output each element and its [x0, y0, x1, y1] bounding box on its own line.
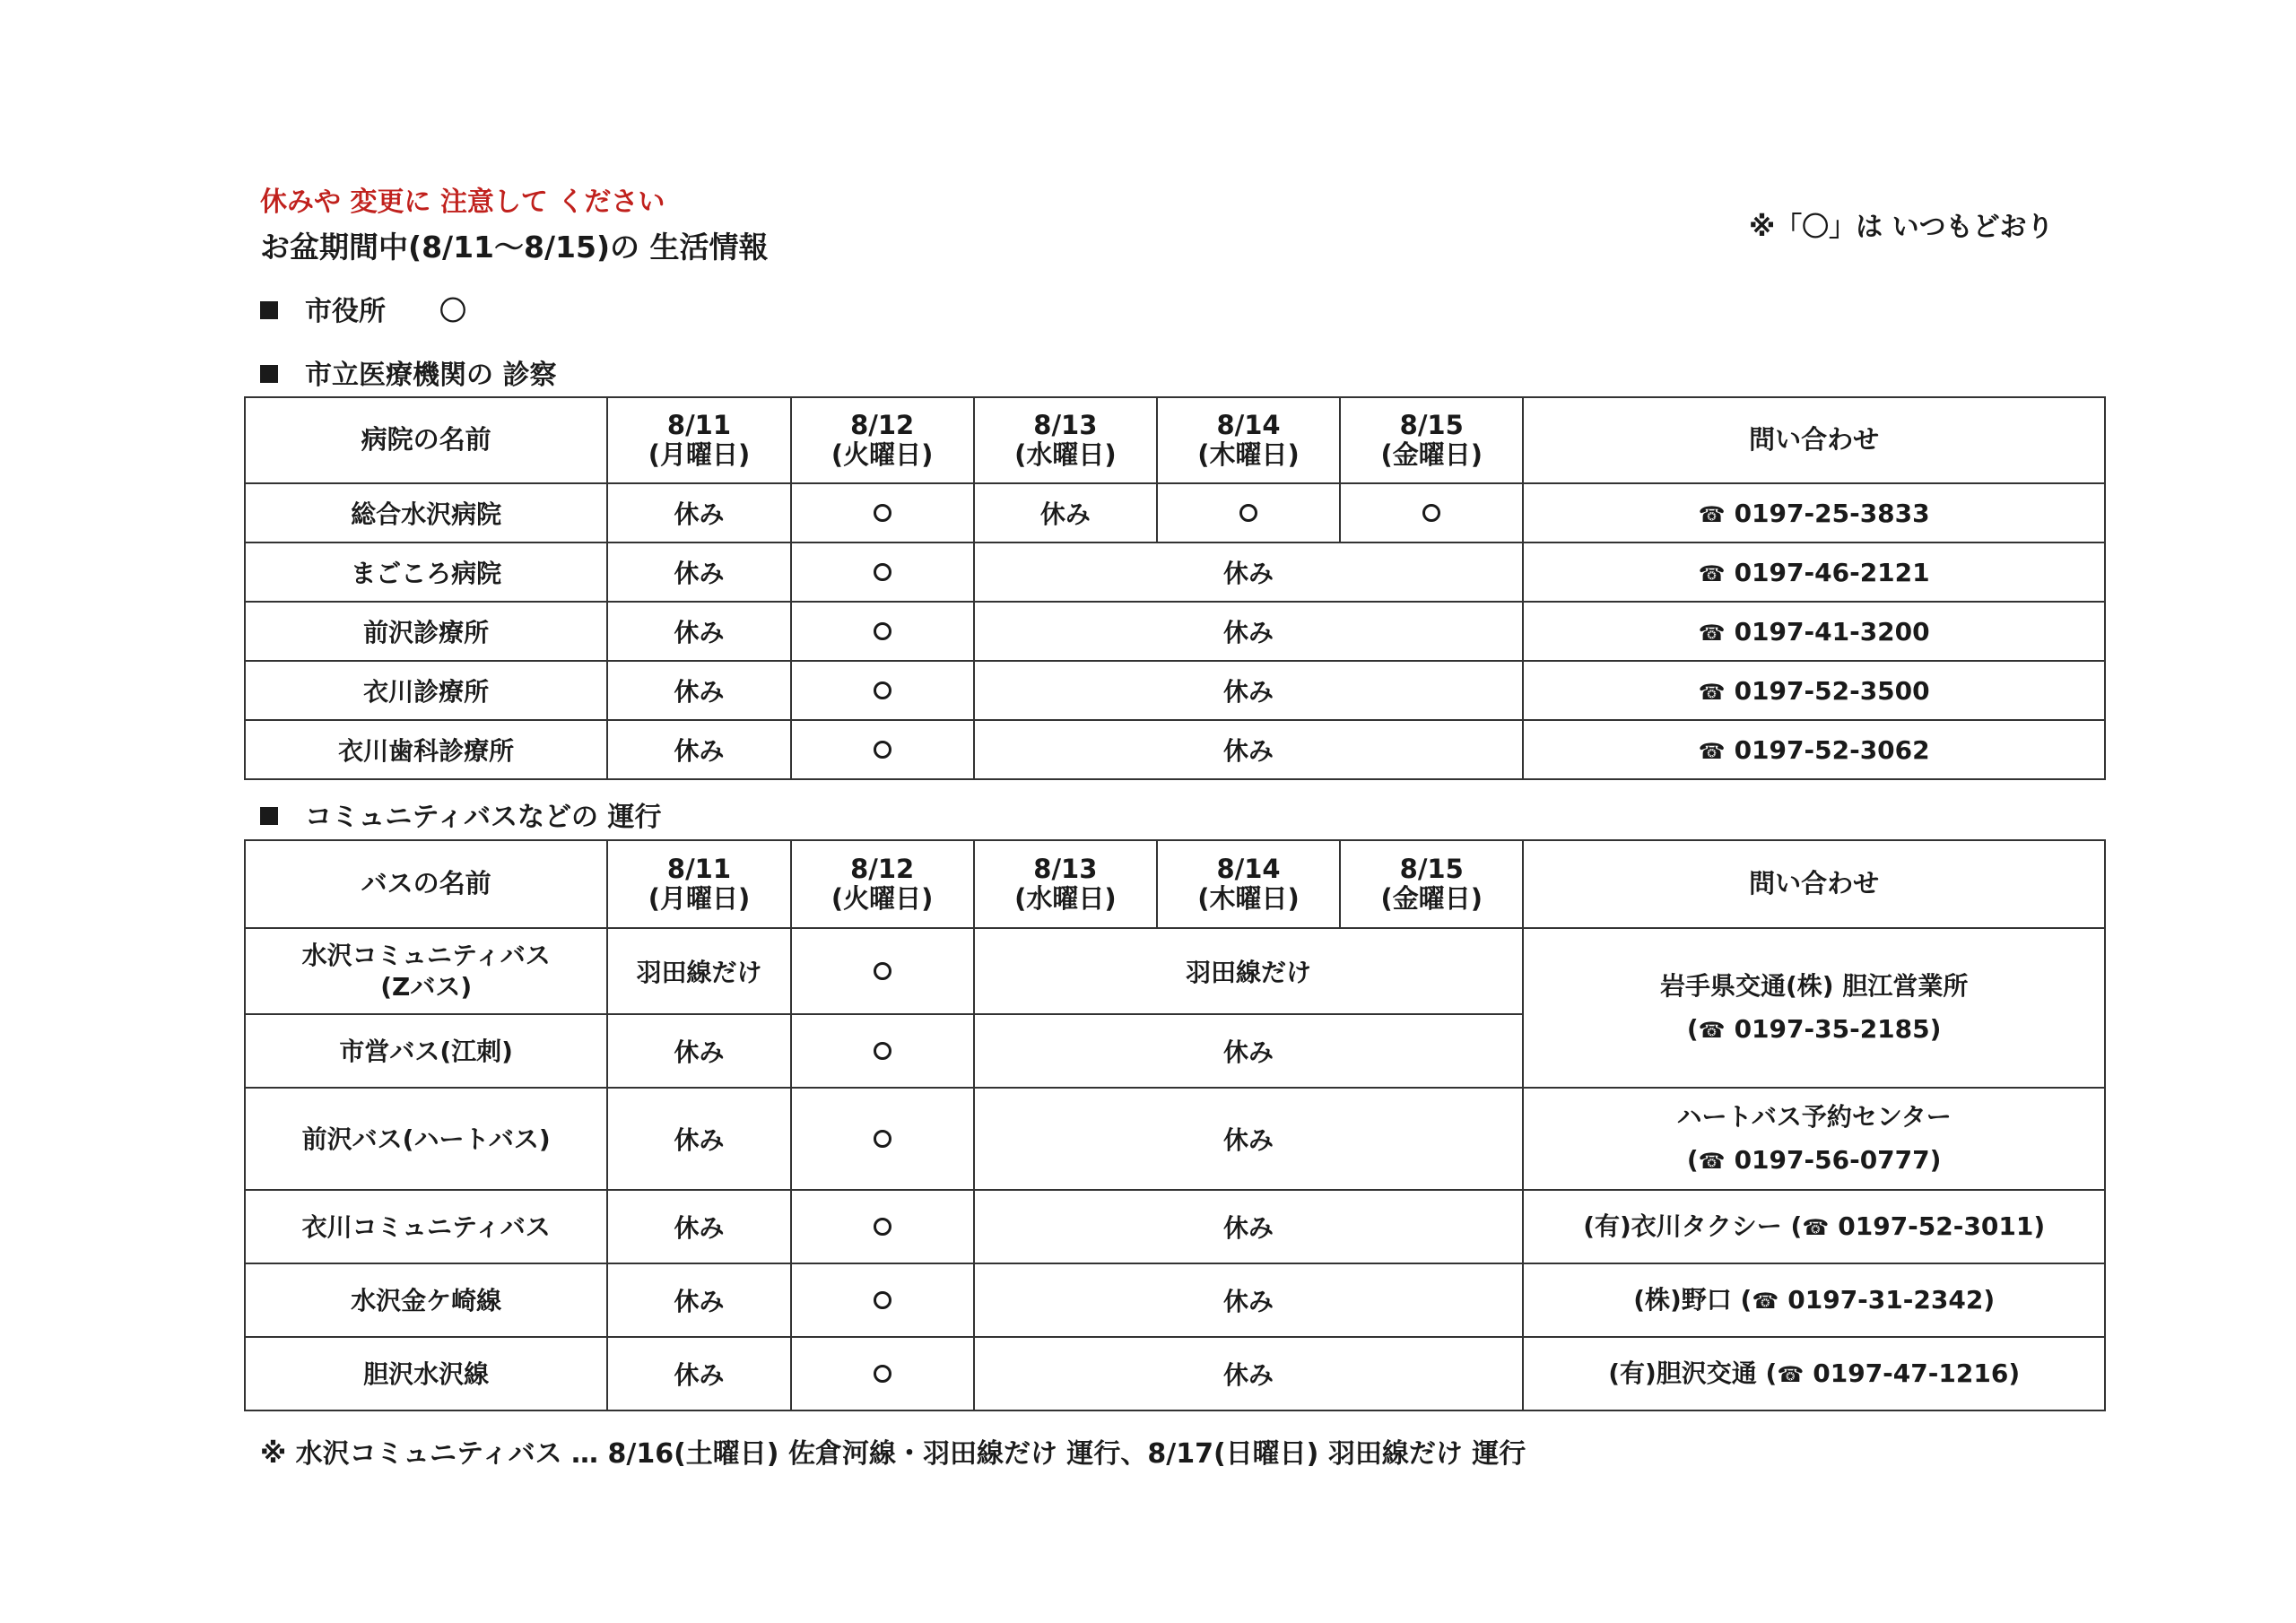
closed-cell: 休み	[607, 661, 790, 720]
open-cell	[791, 1337, 974, 1410]
notice-text: 休みや 変更に 注意して ください	[260, 187, 665, 218]
closed-cell: 休み	[607, 1190, 790, 1263]
day-header: 8/13 (水曜日)	[974, 840, 1157, 928]
table-row	[245, 1263, 2105, 1337]
medical-header-row	[245, 397, 2105, 483]
hospital-name: 総合水沢病院	[245, 483, 607, 542]
haneda-only-cell: 羽田線だけ	[974, 928, 1524, 1014]
day-header: 8/11 (月曜日)	[607, 840, 790, 928]
section-medical	[260, 352, 556, 392]
open-cell	[791, 483, 974, 542]
closed-cell: 休み	[974, 1088, 1524, 1190]
open-circle-icon	[874, 563, 891, 581]
contact-koromogawa: (有)衣川タクシー (☎ 0197-52-3011)	[1523, 1190, 2105, 1263]
open-circle-icon	[874, 622, 891, 640]
contact-phone: ☎ 0197-41-3200	[1523, 602, 2105, 661]
closed-cell: 休み	[607, 1014, 790, 1088]
open-cell	[791, 928, 974, 1014]
open-cell	[791, 1088, 974, 1190]
contact-heart: ハートバス予約センター (☎ 0197-56-0777)	[1523, 1088, 2105, 1190]
city-hall-label: 市役所	[305, 296, 386, 327]
bus-section-label: コミュニティバスなどの 運行	[305, 802, 662, 833]
table-row	[245, 928, 2105, 1014]
closed-cell: 休み	[607, 542, 790, 602]
hospital-name-header: 病院の名前	[245, 397, 607, 483]
closed-cell: 休み	[974, 483, 1157, 542]
closed-cell: 休み	[974, 602, 1524, 661]
table-row	[245, 542, 2105, 602]
open-circle-icon	[1422, 504, 1440, 522]
closed-cell: 休み	[607, 483, 790, 542]
contact-header: 問い合わせ	[1523, 840, 2105, 928]
page-title: お盆期間中(8/11〜8/15)の 生活情報	[260, 230, 769, 265]
contact-iwate: 岩手県交通(株) 胆江営業所 (☎ 0197-35-2185)	[1523, 928, 2105, 1088]
open-circle-icon	[874, 1365, 891, 1383]
bus-header-row	[245, 840, 2105, 928]
closed-cell: 休み	[974, 1337, 1524, 1410]
open-cell	[791, 1263, 974, 1337]
closed-cell: 休み	[974, 1263, 1524, 1337]
closed-cell: 休み	[974, 720, 1524, 779]
open-circle-icon	[874, 962, 891, 980]
day-header: 8/14 (木曜日)	[1157, 840, 1340, 928]
contact-noguchi: (株)野口 (☎ 0197-31-2342)	[1523, 1263, 2105, 1337]
bullet-square-icon	[260, 301, 278, 319]
phone-icon: ☎	[1698, 620, 1726, 646]
phone-icon: ☎	[1698, 1149, 1726, 1174]
phone-icon: ☎	[1802, 1215, 1830, 1241]
open-circle-icon	[874, 1291, 891, 1309]
section-city-hall	[260, 289, 466, 328]
open-cell	[791, 1190, 974, 1263]
open-circle-icon	[874, 1130, 891, 1148]
phone-icon: ☎	[1698, 738, 1726, 764]
open-circle-icon	[874, 1218, 891, 1236]
open-circle-icon	[874, 504, 891, 522]
contact-phone: ☎ 0197-25-3833	[1523, 483, 2105, 542]
open-circle-icon	[874, 1042, 891, 1060]
table-row	[245, 1190, 2105, 1263]
hospital-name: まごころ病院	[245, 542, 607, 602]
phone-icon: ☎	[1698, 679, 1726, 705]
hospital-name: 前沢診療所	[245, 602, 607, 661]
contact-header: 問い合わせ	[1523, 397, 2105, 483]
open-circle-icon	[874, 681, 891, 699]
hospital-name: 衣川診療所	[245, 661, 607, 720]
day-header: 8/15 (金曜日)	[1340, 397, 1523, 483]
bus-name: 水沢コミュニティバス (Zバス)	[245, 928, 607, 1014]
contact-phone: ☎ 0197-46-2121	[1523, 542, 2105, 602]
haneda-only-cell: 羽田線だけ	[607, 928, 790, 1014]
open-cell	[1157, 483, 1340, 542]
day-header: 8/12 (火曜日)	[791, 840, 974, 928]
table-row	[245, 483, 2105, 542]
city-hall-status: 〇	[439, 296, 466, 327]
bus-name-header: バスの名前	[245, 840, 607, 928]
table-row	[245, 661, 2105, 720]
day-header: 8/12 (火曜日)	[791, 397, 974, 483]
closed-cell: 休み	[607, 720, 790, 779]
table-row	[245, 1088, 2105, 1190]
medical-table	[244, 396, 2106, 780]
day-header: 8/11 (月曜日)	[607, 397, 790, 483]
open-cell	[791, 661, 974, 720]
bus-table	[244, 839, 2106, 1411]
hospital-name: 衣川歯科診療所	[245, 720, 607, 779]
contact-phone: ☎ 0197-52-3062	[1523, 720, 2105, 779]
day-header: 8/15 (金曜日)	[1340, 840, 1523, 928]
phone-icon: ☎	[1698, 501, 1726, 527]
open-cell	[791, 720, 974, 779]
contact-isawa: (有)胆沢交通 (☎ 0197-47-1216)	[1523, 1337, 2105, 1410]
table-row	[245, 1337, 2105, 1410]
phone-icon: ☎	[1698, 1018, 1726, 1043]
day-header: 8/13 (水曜日)	[974, 397, 1157, 483]
open-cell	[791, 602, 974, 661]
open-cell	[791, 542, 974, 602]
table-row	[245, 602, 2105, 661]
bullet-square-icon	[260, 807, 278, 825]
closed-cell: 休み	[607, 1263, 790, 1337]
bullet-square-icon	[260, 365, 278, 383]
closed-cell: 休み	[974, 1190, 1524, 1263]
open-circle-icon	[874, 741, 891, 759]
phone-icon: ☎	[1777, 1362, 1805, 1388]
closed-cell: 休み	[974, 1014, 1524, 1088]
day-header: 8/14 (木曜日)	[1157, 397, 1340, 483]
closed-cell: 休み	[607, 602, 790, 661]
legend-note: ※「〇」は いつもどおり	[1749, 212, 2054, 243]
closed-cell: 休み	[607, 1337, 790, 1410]
section-bus	[260, 794, 661, 834]
contact-phone: ☎ 0197-52-3500	[1523, 661, 2105, 720]
closed-cell: 休み	[974, 661, 1524, 720]
bus-name: 前沢バス(ハートバス)	[245, 1088, 607, 1190]
open-cell	[791, 1014, 974, 1088]
bus-name: 市営バス(江刺)	[245, 1014, 607, 1088]
open-cell	[1340, 483, 1523, 542]
bus-name: 衣川コミュニティバス	[245, 1190, 607, 1263]
bus-name: 胆沢水沢線	[245, 1337, 607, 1410]
table-row	[245, 720, 2105, 779]
phone-icon: ☎	[1752, 1289, 1779, 1315]
closed-cell: 休み	[607, 1088, 790, 1190]
bus-name: 水沢金ケ崎線	[245, 1263, 607, 1337]
footnote: ※ 水沢コミュニティバス … 8/16(土曜日) 佐倉河線・羽田線だけ 運行、8/17(日曜日) 羽田線だけ 運行	[260, 1438, 1526, 1470]
open-circle-icon	[1239, 504, 1257, 522]
closed-cell: 休み	[974, 542, 1524, 602]
phone-icon: ☎	[1698, 560, 1726, 586]
medical-section-label: 市立医療機関の 診察	[305, 360, 557, 391]
